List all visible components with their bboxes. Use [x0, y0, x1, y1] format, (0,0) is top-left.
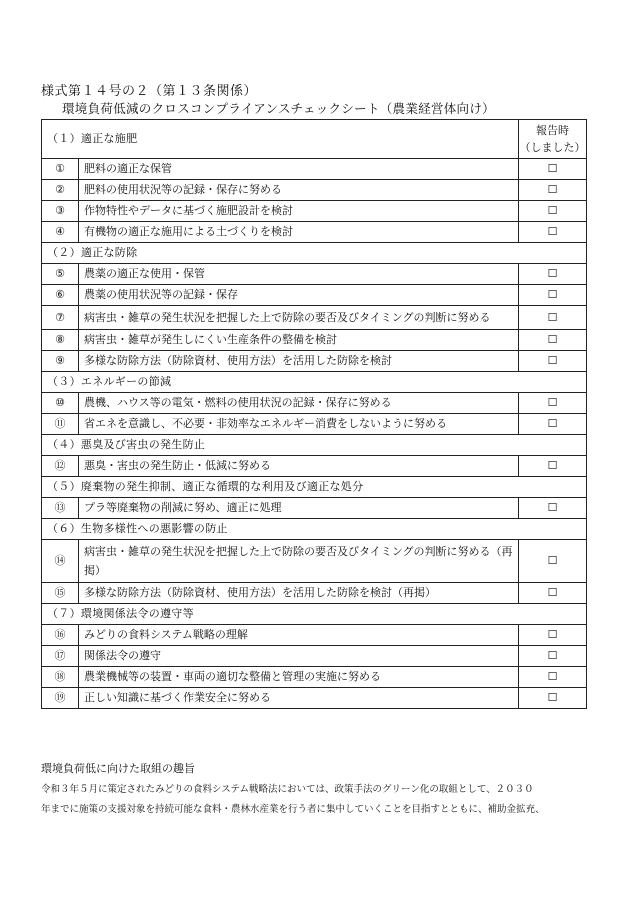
item-text: 悪臭・害虫の発生防止・低減に努める — [79, 456, 519, 477]
report-header-text: 報告時 — [536, 124, 569, 137]
section-row — [42, 519, 587, 540]
item-number: ⑪ — [42, 414, 79, 435]
item-number: ⑱ — [42, 667, 79, 688]
item-number: ⑤ — [42, 264, 79, 285]
section-label: （７）環境関係法令の遵守等 — [42, 604, 587, 625]
item-text: 肥料の使用状況等の記録・保存に努める — [79, 180, 519, 201]
report-checkbox[interactable]: ☐ — [519, 646, 587, 667]
report-checkbox[interactable]: ☐ — [519, 306, 587, 330]
checklist-item-row — [42, 667, 587, 688]
item-number: ③ — [42, 201, 79, 222]
item-number: ② — [42, 180, 79, 201]
report-checkbox[interactable]: ☐ — [519, 159, 587, 180]
report-checkbox[interactable]: ☐ — [519, 330, 587, 351]
item-text: 多様な防除方法（防除資材、使用方法）を活用した防除を検討 — [79, 351, 519, 372]
checklist-item-row — [42, 498, 587, 519]
item-number: ⑨ — [42, 351, 79, 372]
item-number: ⑥ — [42, 285, 79, 306]
item-text: 多様な防除方法（防除資材、使用方法）を活用した防除を検討（再掲） — [79, 583, 519, 604]
item-text: 省エネを意識し、不必要・非効率なエネルギー消費をしないように努める — [79, 414, 519, 435]
report-checkbox[interactable]: ☐ — [519, 583, 587, 604]
report-header-text: （しました） — [519, 141, 586, 154]
checklist-table — [41, 119, 587, 709]
checklist-item-row — [42, 583, 587, 604]
report-checkbox[interactable]: ☐ — [519, 222, 587, 243]
item-text: 農薬の使用状況等の記録・保存 — [79, 285, 519, 306]
section-row — [42, 243, 587, 264]
item-text: 農業機械等の装置・車両の適切な整備と管理の実施に努める — [79, 667, 519, 688]
checklist-item-row — [42, 688, 587, 709]
checklist-item-row — [42, 159, 587, 180]
item-number: ⑩ — [42, 393, 79, 414]
report-checkbox[interactable]: ☐ — [519, 285, 587, 306]
report-column-header — [519, 120, 587, 159]
form-number: 様式第１４号の２（第１３条関係） — [41, 84, 258, 99]
item-text: 作物特性やデータに基づく施肥設計を検討 — [79, 201, 519, 222]
checklist-item-row — [42, 351, 587, 372]
item-text: 病害虫・雑草の発生状況を把握した上で防除の要否及びタイミングの判断に努める — [79, 306, 519, 330]
item-number: ⑰ — [42, 646, 79, 667]
item-number: ⑲ — [42, 688, 79, 709]
section-row — [42, 477, 587, 498]
item-number: ① — [42, 159, 79, 180]
checklist-item-row — [42, 330, 587, 351]
item-number: ⑭ — [42, 540, 79, 583]
item-number: ⑬ — [42, 498, 79, 519]
section-row — [42, 372, 587, 393]
checklist-item-row — [42, 646, 587, 667]
item-text: プラ等廃棄物の削減に努め、適正に処理 — [79, 498, 519, 519]
checklist-item-row — [42, 414, 587, 435]
item-number: ⑫ — [42, 456, 79, 477]
report-checkbox[interactable]: ☐ — [519, 688, 587, 709]
report-checkbox[interactable]: ☐ — [519, 414, 587, 435]
report-checkbox[interactable]: ☐ — [519, 456, 587, 477]
report-checkbox[interactable]: ☐ — [519, 498, 587, 519]
section-row — [42, 604, 587, 625]
report-checkbox[interactable]: ☐ — [519, 540, 587, 583]
item-text: 病害虫・雑草が発生しにくい生産条件の整備を検討 — [79, 330, 519, 351]
checklist-item-row — [42, 201, 587, 222]
purpose-heading: 環境負荷低に向けた取組の趣旨 — [41, 762, 195, 775]
checklist-item-row — [42, 456, 587, 477]
item-text: 関係法令の遵守 — [79, 646, 519, 667]
item-text: 肥料の適正な保管 — [79, 159, 519, 180]
section-label: （６）生物多様性への悪影響の防止 — [42, 519, 587, 540]
checklist-item-row — [42, 222, 587, 243]
checklist-item-row — [42, 306, 587, 330]
report-checkbox[interactable]: ☐ — [519, 264, 587, 285]
purpose-line: 令和３年５月に策定されたみどりの食料システム戦略法においては、政策手法のグリーン化の取組として、２０３０ — [41, 784, 534, 795]
purpose-line: 年までに施策の支援対象を持続可能な食料・農林水産業を行う者に集中していくことを目指すとともに、補助金拡充、 — [41, 804, 545, 815]
item-number: ⑯ — [42, 625, 79, 646]
report-checkbox[interactable]: ☐ — [519, 201, 587, 222]
item-number: ⑧ — [42, 330, 79, 351]
item-text: 農薬の適正な使用・保管 — [79, 264, 519, 285]
purpose-paragraph — [41, 780, 586, 820]
report-checkbox[interactable]: ☐ — [519, 667, 587, 688]
item-text: 有機物の適正な施用による土づくりを検討 — [79, 222, 519, 243]
item-text: 病害虫・雑草の発生状況を把握した上で防除の要否及びタイミングの判断に努める（再掲） — [79, 540, 519, 583]
section-label: （４）悪臭及び害虫の発生防止 — [42, 435, 587, 456]
report-checkbox[interactable]: ☐ — [519, 180, 587, 201]
item-number: ⑦ — [42, 306, 79, 330]
section-row — [42, 435, 587, 456]
section-label: （３）エネルギーの節減 — [42, 372, 587, 393]
item-text: みどりの食料システム戦略の理解 — [79, 625, 519, 646]
report-checkbox[interactable]: ☐ — [519, 393, 587, 414]
item-number: ④ — [42, 222, 79, 243]
section-label: （５）廃棄物の発生抑制、適正な循環的な利用及び適正な処分 — [42, 477, 587, 498]
checklist-item-row — [42, 285, 587, 306]
item-number: ⑮ — [42, 583, 79, 604]
report-checkbox[interactable]: ☐ — [519, 625, 587, 646]
item-text: 正しい知識に基づく作業安全に努める — [79, 688, 519, 709]
checklist-item-row — [42, 264, 587, 285]
document-title: 環境負荷低減のクロスコンプライアンスチェックシート（農業経営体向け） — [62, 101, 495, 116]
checklist-item-row — [42, 625, 587, 646]
section-label: （１）適正な施肥 — [42, 120, 519, 159]
item-text: 農機、ハウス等の電気・燃料の使用状況の記録・保存に努める — [79, 393, 519, 414]
checklist-item-row — [42, 393, 587, 414]
report-checkbox[interactable]: ☐ — [519, 351, 587, 372]
section-header-row — [42, 120, 587, 159]
checklist-item-row — [42, 180, 587, 201]
section-label: （２）適正な防除 — [42, 243, 587, 264]
checklist-item-row — [42, 540, 587, 583]
